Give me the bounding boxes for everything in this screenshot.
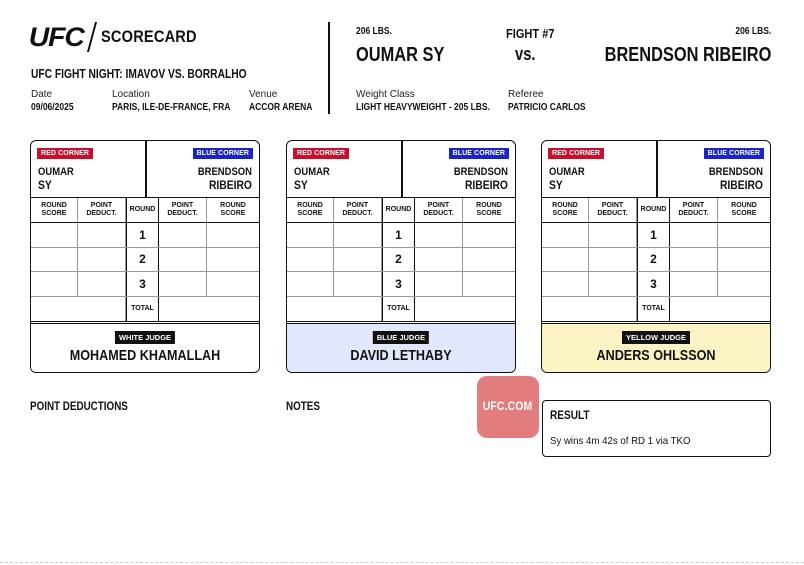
result-title: RESULT <box>550 408 590 422</box>
ufc-com-watermark <box>477 376 539 438</box>
blue-point-deduct-cell <box>670 272 718 296</box>
blue-corner-badge: BLUE CORNER <box>193 148 253 159</box>
red-round-score-cell <box>542 272 589 296</box>
referee-label: Referee <box>508 89 544 100</box>
date-value: 09/06/2025 <box>31 102 74 113</box>
red-point-deduct-cell <box>334 223 382 247</box>
score-grid <box>287 198 515 322</box>
blue-point-deduct-cell <box>415 248 463 272</box>
red-corner-badge: RED CORNER <box>548 148 604 159</box>
blue-round-score-cell <box>207 272 259 296</box>
venue-value: ACCOR ARENA <box>249 102 313 113</box>
red-point-deduct-header: POINT DEDUCT. <box>78 198 126 222</box>
red-round-score-cell <box>542 223 589 247</box>
blue-round-score-cell <box>207 223 259 247</box>
blue-point-deduct-cell <box>159 272 207 296</box>
blue-point-deduct-cell <box>415 272 463 296</box>
total-label: TOTAL <box>126 297 159 321</box>
judge-scorecard-1 <box>30 140 260 373</box>
judge-scorecard-3 <box>541 140 771 373</box>
score-grid-header <box>31 198 259 223</box>
total-label: TOTAL <box>382 297 415 321</box>
judge-badge: YELLOW JUDGE <box>622 331 690 344</box>
blue-round-score-header: ROUND SCORE <box>476 202 502 217</box>
round-number: 2 <box>637 248 670 272</box>
judge-badge: WHITE JUDGE <box>115 331 175 344</box>
blue-last-name: RIBEIRO <box>208 178 252 192</box>
round-number: 1 <box>382 223 415 247</box>
red-point-deduct-cell <box>78 248 126 272</box>
score-grid-header <box>542 198 770 223</box>
judge-badge: BLUE JUDGE <box>373 331 429 344</box>
scorecard-title: SCORECARD <box>100 27 197 46</box>
blue-point-deduct-header: POINT DEDUCT. <box>159 198 207 222</box>
corner-divider <box>656 141 658 198</box>
blue-corner-badge: BLUE CORNER <box>704 148 764 159</box>
red-round-score-cell <box>287 223 334 247</box>
blue-round-score-cell <box>718 248 770 272</box>
red-corner-badge: RED CORNER <box>293 148 349 159</box>
red-round-score-cell <box>31 272 78 296</box>
blue-corner-name <box>198 166 252 192</box>
red-round-score-cell <box>31 223 78 247</box>
blue-round-score-cell <box>718 223 770 247</box>
round-row <box>287 248 515 273</box>
blue-total-cell <box>415 297 515 321</box>
venue-label: Venue <box>249 89 278 100</box>
red-point-deduct-cell <box>589 248 637 272</box>
referee-value: PATRICIO CARLOS <box>508 102 586 113</box>
corner-divider <box>145 141 147 198</box>
round-header: ROUND <box>126 198 159 222</box>
location-label: Location <box>112 89 150 100</box>
page-edge <box>0 562 804 563</box>
red-point-deduct-cell <box>589 223 637 247</box>
location-value: PARIS, ILE-DE-FRANCE, FRA <box>112 102 231 113</box>
score-grid <box>542 198 770 322</box>
date-label: Date <box>31 89 53 100</box>
blue-first-name: BRENDSON <box>197 166 252 178</box>
red-first-name: OUMAR <box>549 166 585 178</box>
round-number: 3 <box>382 272 415 296</box>
red-round-score-header: ROUND SCORE <box>31 198 78 222</box>
judge-name: MOHAMED KHAMALLAH <box>69 347 221 364</box>
score-grid-header <box>287 198 515 223</box>
header-divider <box>328 22 330 114</box>
red-point-deduct-cell <box>334 272 382 296</box>
red-corner-name <box>549 166 585 192</box>
blue-last-name: RIBEIRO <box>719 178 763 192</box>
red-point-deduct-header: POINT DEDUCT. <box>589 198 637 222</box>
watermark-text: UFC.COM <box>483 401 533 413</box>
judge-area <box>542 323 770 373</box>
red-round-score-header: ROUND SCORE <box>542 198 589 222</box>
ufc-logo <box>30 22 212 52</box>
red-first-name: OUMAR <box>38 166 74 178</box>
result-box <box>542 400 771 457</box>
round-header: ROUND <box>382 198 415 222</box>
blue-round-score-cell <box>463 223 515 247</box>
round-row <box>31 248 259 273</box>
blue-corner-name <box>454 166 508 192</box>
red-corner-name <box>294 166 330 192</box>
event-title: UFC FIGHT NIGHT: IMAVOV VS. BORRALHO <box>31 67 247 81</box>
round-row <box>542 272 770 297</box>
round-number: 1 <box>637 223 670 247</box>
round-row <box>31 272 259 297</box>
red-point-deduct-cell <box>589 272 637 296</box>
blue-point-deduct-cell <box>159 223 207 247</box>
blue-point-deduct-header: POINT DEDUCT. <box>415 198 463 222</box>
judge-name: ANDERS OHLSSON <box>596 347 716 364</box>
red-round-score-header: ROUND SCORE <box>287 198 334 222</box>
score-grid <box>31 198 259 322</box>
red-weight: 206 LBS. <box>356 26 392 37</box>
blue-round-score-cell <box>207 248 259 272</box>
red-corner-name <box>38 166 74 192</box>
round-number: 2 <box>382 248 415 272</box>
red-point-deduct-cell <box>78 272 126 296</box>
round-row <box>31 223 259 248</box>
weight-class-label: Weight Class <box>356 89 415 100</box>
round-row <box>287 223 515 248</box>
result-text: Sy wins 4m 42s of RD 1 via TKO <box>550 435 691 447</box>
blue-corner-badge: BLUE CORNER <box>449 148 509 159</box>
judge-scorecard-2 <box>286 140 516 373</box>
red-last-name: SY <box>294 178 308 192</box>
judge-area <box>287 323 515 373</box>
red-fighter-name: OUMAR SY <box>356 44 445 66</box>
weight-class-value: LIGHT HEAVYWEIGHT - 205 LBS. <box>356 102 490 113</box>
corner-header <box>542 141 770 198</box>
round-number: 1 <box>126 223 159 247</box>
red-point-deduct-header: POINT DEDUCT. <box>334 198 382 222</box>
blue-point-deduct-header: POINT DEDUCT. <box>670 198 718 222</box>
point-deductions-title: POINT DEDUCTIONS <box>30 399 128 413</box>
blue-total-cell <box>670 297 770 321</box>
red-corner-badge: RED CORNER <box>37 148 93 159</box>
blue-first-name: BRENDSON <box>708 166 763 178</box>
blue-point-deduct-cell <box>415 223 463 247</box>
vs-label: vs. <box>515 44 536 64</box>
red-total-cell <box>542 297 637 321</box>
judge-name: DAVID LETHABY <box>350 347 452 364</box>
corner-divider <box>401 141 403 198</box>
total-label: TOTAL <box>637 297 670 321</box>
red-total-cell <box>31 297 126 321</box>
red-round-score-cell <box>542 248 589 272</box>
red-total-cell <box>287 297 382 321</box>
logo-divider <box>86 22 96 52</box>
round-header: ROUND <box>637 198 670 222</box>
red-round-score-cell <box>287 248 334 272</box>
red-round-score-cell <box>287 272 334 296</box>
round-row <box>542 223 770 248</box>
blue-last-name: RIBEIRO <box>464 178 508 192</box>
blue-round-score-header: ROUND SCORE <box>220 202 246 217</box>
blue-round-score-cell <box>718 272 770 296</box>
red-round-score-cell <box>31 248 78 272</box>
corner-header <box>287 141 515 198</box>
blue-weight: 206 LBS. <box>735 26 771 37</box>
red-point-deduct-cell <box>334 248 382 272</box>
round-number: 3 <box>637 272 670 296</box>
notes-title: NOTES <box>286 399 320 413</box>
total-row <box>542 297 770 322</box>
corner-header <box>31 141 259 198</box>
total-row <box>31 297 259 322</box>
round-number: 3 <box>126 272 159 296</box>
round-number: 2 <box>126 248 159 272</box>
blue-point-deduct-cell <box>670 248 718 272</box>
judge-area <box>31 323 259 373</box>
blue-point-deduct-cell <box>159 248 207 272</box>
round-row <box>542 248 770 273</box>
blue-total-cell <box>159 297 259 321</box>
blue-round-score-cell <box>463 248 515 272</box>
blue-round-score-cell <box>463 272 515 296</box>
red-last-name: SY <box>549 178 563 192</box>
red-last-name: SY <box>38 178 52 192</box>
red-point-deduct-cell <box>78 223 126 247</box>
blue-fighter-name: BRENDSON RIBEIRO <box>604 44 771 66</box>
blue-round-score-header: ROUND SCORE <box>731 202 757 217</box>
round-row <box>287 272 515 297</box>
blue-first-name: BRENDSON <box>453 166 508 178</box>
red-first-name: OUMAR <box>294 166 330 178</box>
fight-number: FIGHT #7 <box>506 26 555 41</box>
total-row <box>287 297 515 322</box>
blue-corner-name <box>709 166 763 192</box>
ufc-logo-text: UFC <box>28 21 84 52</box>
blue-point-deduct-cell <box>670 223 718 247</box>
